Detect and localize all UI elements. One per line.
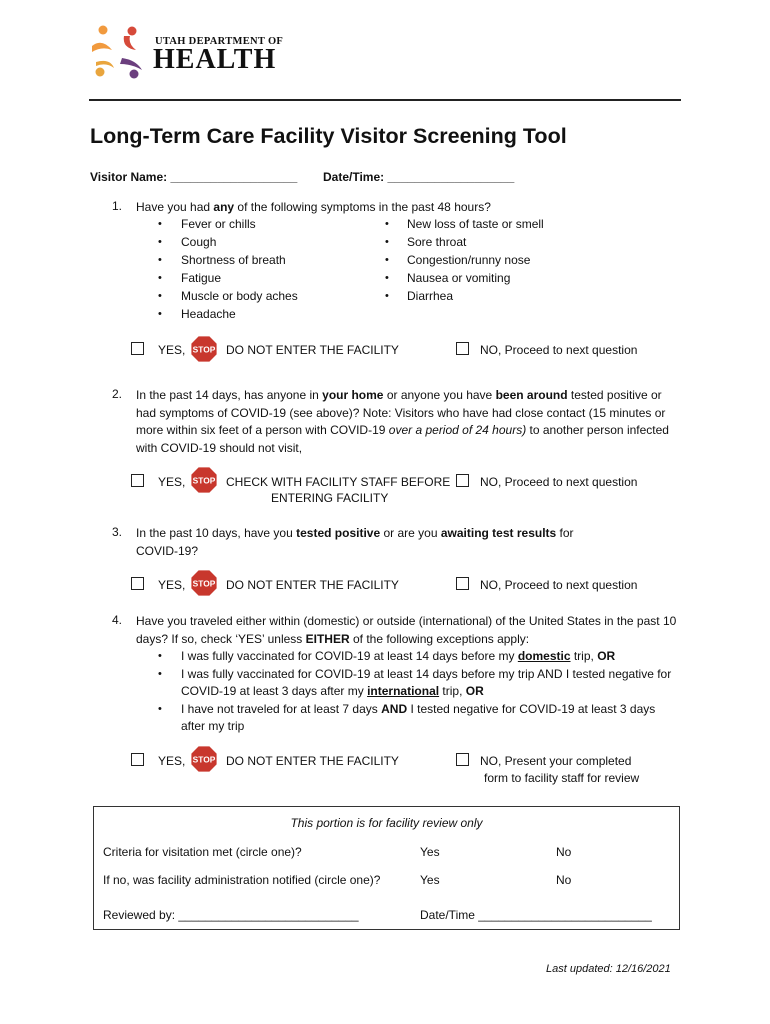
- criteria-question: Criteria for visitation met (circle one)?: [103, 845, 302, 859]
- stop-sign-icon: [190, 466, 218, 494]
- q4-text: Have you traveled either within (domestic) or outside (international) of the United States in the past 10 days? If so, check ‘YES’ unless EITHER of the following exceptions apply:: [136, 614, 677, 646]
- q4-exceptions: [158, 648, 681, 736]
- q3-yes-checkbox[interactable]: [131, 577, 144, 590]
- q4-yes-label: YES,: [158, 754, 186, 768]
- q1-yes-action: DO NOT ENTER THE FACILITY: [226, 343, 399, 357]
- stop-sign-icon: [190, 569, 218, 597]
- stop-sign-icon: [190, 335, 218, 363]
- notified-question: If no, was facility administration notified (circle one)?: [103, 873, 381, 887]
- stop-sign-icon: [190, 745, 218, 773]
- org-name-line2: HEALTH: [153, 44, 277, 75]
- q2-yes-checkbox[interactable]: [131, 474, 144, 487]
- q3-yes-label: YES,: [158, 578, 186, 592]
- q1-no-label: NO, Proceed to next question: [480, 343, 638, 357]
- q4-yes-checkbox[interactable]: [131, 753, 144, 766]
- last-updated: Last updated: 12/16/2021: [546, 963, 671, 975]
- date-time-field[interactable]: Date/Time: ___________________: [323, 170, 515, 184]
- q4-exception-2: • I was fully vaccinated for COVID-19 at least 14 days before my trip AND I tested negative for COVID-19 at least 3 days after my international trip, OR: [158, 666, 672, 699]
- stop-sign-label: STOP: [192, 754, 216, 765]
- stop-sign-label: STOP: [192, 475, 216, 486]
- q4-yes-action: DO NOT ENTER THE FACILITY: [226, 754, 399, 768]
- q1-symptoms-right: • New loss of taste or smell • Sore throat • Congestion/runny nose • Nausea or vomiting • Diarrhea: [385, 217, 544, 303]
- notified-no[interactable]: No: [556, 873, 572, 887]
- q3-yes-action: DO NOT ENTER THE FACILITY: [226, 578, 399, 592]
- q4-exception-3: • I have not traveled for at least 7 days AND I tested negative for COVID-19 at least 3 days after my trip: [158, 701, 656, 734]
- q2-no-checkbox[interactable]: [456, 474, 469, 487]
- notified-yes[interactable]: Yes: [420, 873, 440, 887]
- q2-yes-action-line2: ENTERING FACILITY: [271, 491, 389, 505]
- criteria-no[interactable]: No: [556, 845, 572, 859]
- q4-no-label-line2: form to facility staff for review: [484, 771, 640, 785]
- q2-number: 2.: [112, 387, 123, 401]
- criteria-yes[interactable]: Yes: [420, 845, 440, 859]
- visitor-name-field[interactable]: Visitor Name: ___________________: [90, 170, 298, 184]
- q4-no-checkbox[interactable]: [456, 753, 469, 766]
- q4-number: 4.: [112, 613, 123, 627]
- q2-yes-label: YES,: [158, 475, 186, 489]
- q1-number: 1.: [112, 199, 123, 213]
- q2-text: In the past 14 days, has anyone in your home or anyone you have been around tested positive or had symptoms of COVID-19 (see above)? Note: Visitors who have had close contact (15 minutes or more within six feet of a person with COVID-19 over a period of 24 hours) to another person infected with COVID-19 should not visit,: [136, 388, 669, 455]
- stop-sign-label: STOP: [192, 344, 216, 355]
- q1-symptoms-left: • Fever or chills • Cough • Shortness of breath • Fatigue • Muscle or body aches • Headache: [158, 217, 298, 321]
- q3-no-checkbox[interactable]: [456, 577, 469, 590]
- q1-text: Have you had any of the following symptoms in the past 48 hours?: [136, 200, 491, 214]
- page-title: Long-Term Care Facility Visitor Screening Tool: [90, 124, 567, 148]
- stop-sign-label: STOP: [192, 578, 216, 589]
- q2-yes-action-line1: CHECK WITH FACILITY STAFF BEFORE: [226, 475, 451, 489]
- q3-number: 3.: [112, 525, 123, 539]
- q4-exception-1: • I was fully vaccinated for COVID-19 at least 14 days before my domestic trip, OR: [158, 649, 616, 663]
- q3-no-label: NO, Proceed to next question: [480, 578, 638, 592]
- q1-yes-label: YES,: [158, 343, 186, 357]
- logo: [88, 24, 150, 86]
- facility-review-heading: This portion is for facility review only: [290, 816, 483, 830]
- q1-no-checkbox[interactable]: [456, 342, 469, 355]
- q2-no-label: NO, Proceed to next question: [480, 475, 638, 489]
- reviewed-by-field[interactable]: Reviewed by: ___________________________: [103, 908, 359, 922]
- q1-yes-checkbox[interactable]: [131, 342, 144, 355]
- health-logo-icon: [88, 24, 150, 86]
- org-name-line1: UTAH DEPARTMENT OF: [155, 36, 284, 47]
- q3-text: In the past 10 days, have you tested positive or are you awaiting test results for COVID-19?: [136, 526, 574, 558]
- review-date-time-field[interactable]: Date/Time __________________________: [420, 908, 652, 922]
- q4-no-label-line1: NO, Present your completed: [480, 754, 632, 768]
- header-rule: [89, 99, 681, 101]
